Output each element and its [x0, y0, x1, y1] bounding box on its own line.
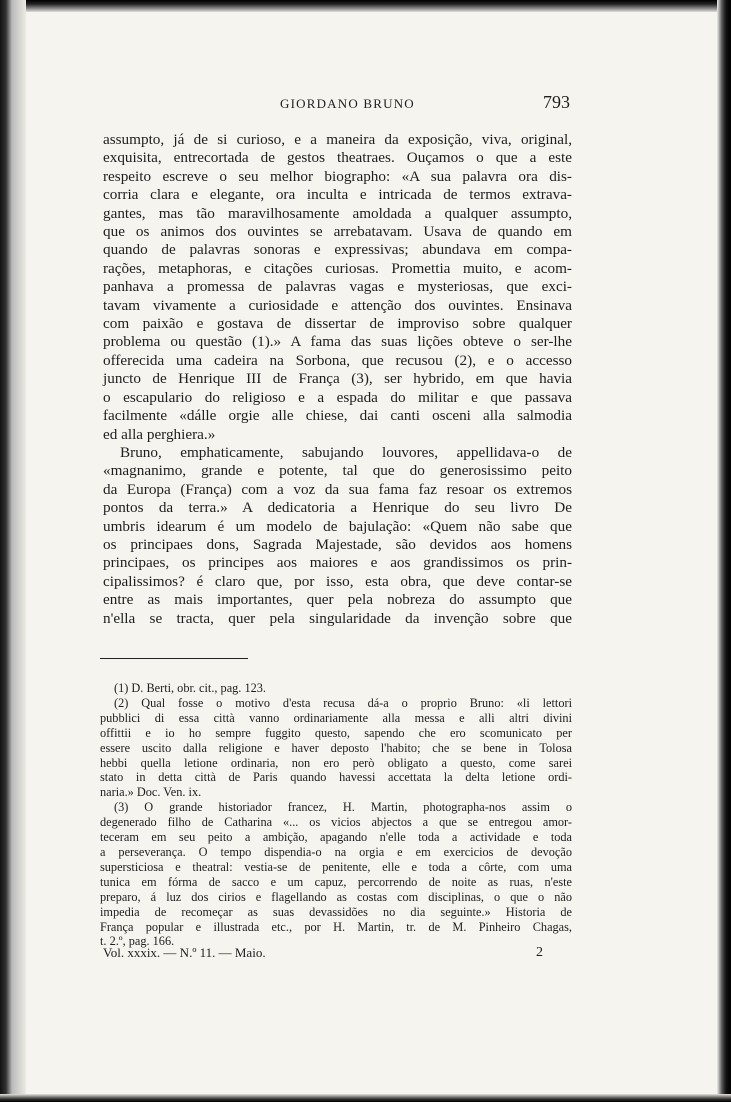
footnote-line: degenerado filho de Catharina «... os vicios abjectos a que se entregou amor- — [100, 815, 572, 830]
volume-issue-line: Vol. xxxix. — N.º 11. — Maio. — [103, 945, 266, 960]
footnotes — [100, 681, 572, 949]
text-line: panhava a promessa de palavras vagas e mysteriosas, que exci- — [103, 278, 572, 296]
footnote-line: supersticiosa e theatral: vestia-se de penitente, elle e toda a côrte, com uma — [100, 859, 572, 874]
text-line: corria clara e elegante, ora inculta e intricada de termos extrava- — [103, 186, 572, 204]
footnote-line: tunica em fórma de sacco e um capuz, percorrendo de noite as ruas, n'este — [100, 874, 572, 889]
text-line: exquisita, entrecortada de gestos theatraes. Ouçamos o que a este — [103, 149, 572, 167]
text-line: «magnanimo, grande e potente, tal que do generosissimo peito — [103, 462, 572, 480]
footnote-line: essere uscito dalla religione e haver deposto l'habito; che se bene in Tolosa — [100, 740, 572, 755]
text-line: com paixão e gostava de dissertar de improviso sobre qualquer — [103, 315, 572, 333]
text-line: Bruno, emphaticamente, sabujando louvores, appellidava-o de — [120, 443, 572, 461]
footnote-line: offittii e io ho sempre fuggito questo, sapendo che ero scomunicato per — [100, 725, 572, 740]
footnote-line: stato in detta città de Paris quando havessi accettata la delta letione ordi- — [100, 770, 572, 785]
scan-edge-left — [0, 0, 26, 1102]
scan-edge-top — [0, 0, 731, 12]
footnote-line: preparo, á luz dos cirios e flagellando as costas com disciplinas, o que o não — [100, 889, 572, 904]
text-line: juncto de Henrique III de França (3), ser hybrido, em que havia — [103, 370, 572, 388]
text-line: respeito escreve o seu melhor biographo: «A sua palavra ora dis- — [103, 167, 572, 185]
text-line: gantes, mas tão maravilhosamente amoldada a qualquer assumpto, — [103, 204, 572, 222]
text-line: pontos da terra.» A dedicatoria a Henrique do seu livro De — [103, 499, 572, 517]
text-line: que os animos dos ouvintes se arrebatavam. Usava de quando em — [103, 223, 572, 241]
page-number: 793 — [543, 92, 570, 112]
text-line: tavam vivamente a curiosidade e attenção dos ouvintes. Ensinava — [103, 296, 572, 314]
page-footer — [103, 945, 543, 963]
footnote-line: (2) Qual fosse o motivo d'esta recusa dá-a o proprio Bruno: «li lettori — [114, 695, 572, 710]
footnote-separator — [100, 658, 248, 659]
text-line: da Europa (França) com a voz da sua fama faz resoar os extremos — [103, 480, 572, 498]
text-line: ed alla perghiera.» — [103, 425, 216, 443]
footnote-1 — [100, 681, 572, 696]
page-header — [100, 92, 578, 116]
footnote-line: hebbi quella letione ordinaria, non ero però obligato a questo, come sarei — [100, 755, 572, 770]
paragraph-1 — [103, 131, 572, 444]
footnote-line: pubblici di essa città vanno ordinariamente alla messa e alli altri divini — [100, 710, 572, 725]
running-title: GIORDANO BRUNO — [280, 96, 415, 111]
text-line: assumpto, já de si curioso, e a maneira da exposição, viva, original, — [103, 131, 572, 148]
footnote-3 — [100, 800, 572, 949]
footnote-line: impedia de recomeçar as suas devassidões no dia seguinte.» Historia de — [100, 904, 572, 919]
scan-edge-bottom — [0, 1094, 731, 1102]
footnote-line: t. 2.º, pag. 166. — [100, 934, 175, 949]
text-line: o escapulario do religioso e a espada do militar e que passava — [103, 388, 572, 406]
text-line: rações, metaphoras, e citações curiosas. Promettia muito, e acom- — [103, 259, 572, 277]
footnote-line: (1) D. Berti, obr. cit., pag. 123. — [114, 681, 266, 695]
text-line: problema ou questão (1).» A fama das suas lições obteve o ser-lhe — [103, 333, 572, 351]
text-line: quando de palavras sonoras e expressivas; abundava em compa- — [103, 241, 572, 259]
footnote-line: teceram em seu peito a ambição, apagando n'elle toda a actividade e toda — [100, 830, 572, 845]
text-line: umbris idearum é um modelo de bajulação: «Quem não sabe que — [103, 517, 572, 535]
scan-edge-right — [717, 0, 731, 1102]
text-line: cipalissimos? é claro que, por isso, esta obra, que deve contar-se — [103, 572, 572, 590]
text-line: principaes, os principes aos maiores e aos grandissimos os prin- — [103, 554, 572, 572]
signature-mark: 2 — [536, 945, 543, 960]
footnote-line: naria.» Doc. Ven. ix. — [100, 785, 202, 800]
footnote-2 — [100, 696, 572, 800]
footnote-line: a perseverança. O tempo dispendia-o na orgia e em exercicios de devoção — [100, 844, 572, 859]
text-line: n'ella se tracta, quer pela singularidade da invenção sobre que — [103, 609, 572, 627]
text-line: facilmente «dálle orgie alle chiese, dai canti osceni alla salmodia — [103, 407, 572, 425]
body-text — [103, 131, 572, 628]
paragraph-2 — [103, 444, 572, 628]
footnote-line: França popular e illustrada etc., por H. Martin, tr. de M. Pinheiro Chagas, — [100, 919, 572, 934]
text-line: entre as mais importantes, quer pela nobreza do assumpto que — [103, 591, 572, 609]
footnote-line: (3) O grande historiador francez, H. Martin, photographa-nos assim o — [114, 800, 572, 815]
text-line: os principaes dons, Sagrada Majestade, são devidos aos homens — [103, 535, 572, 553]
text-line: offerecida uma cadeira na Sorbona, que recusou (2), e o accesso — [103, 351, 572, 369]
